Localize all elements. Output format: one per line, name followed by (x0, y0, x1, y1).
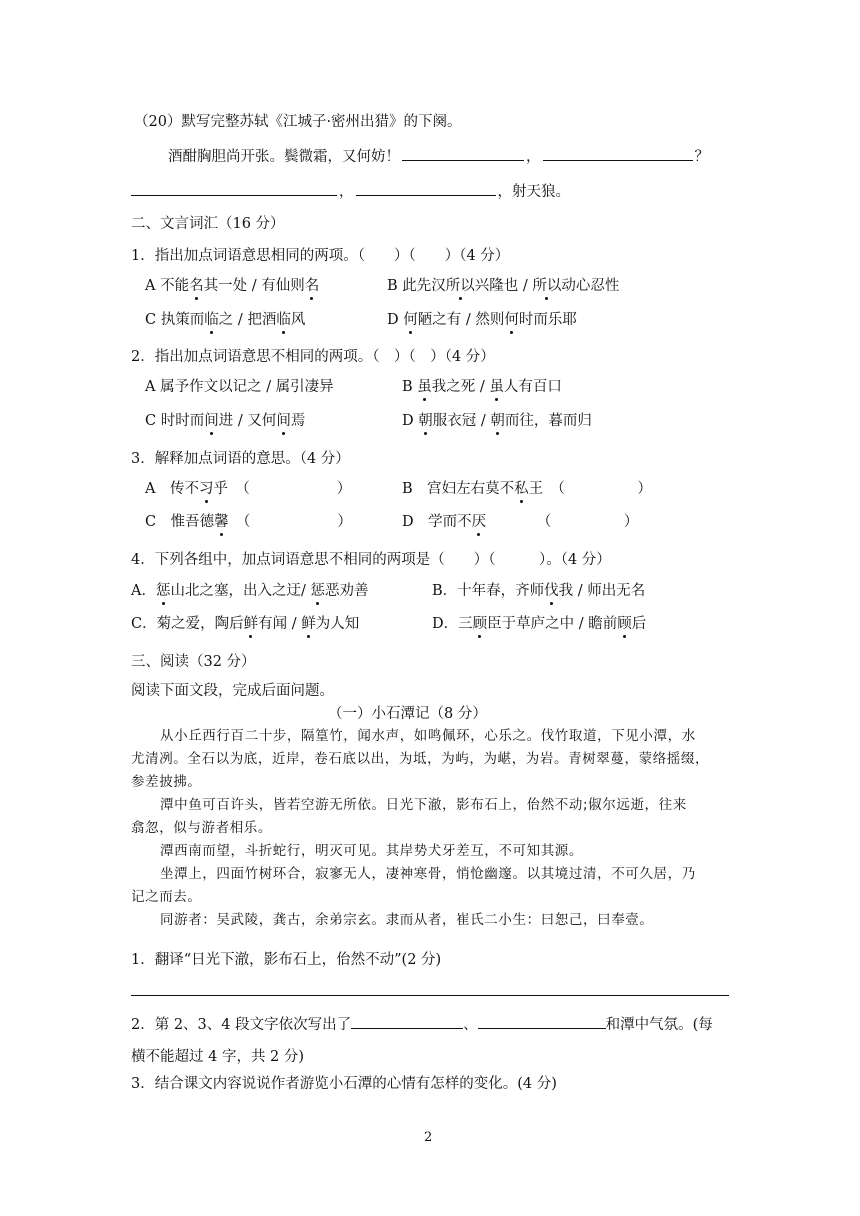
s2-q2-option-b: B 虽我之死 / 虽人有百口 (402, 379, 562, 395)
s2-q4-stem: 4．下列各组中，加点词语意思不相同的两项是（ ）（ ）。（4 分） (131, 552, 611, 568)
passage-line: 参差披拂。 (131, 774, 202, 790)
page-number: 2 (424, 1130, 433, 1145)
s2-q3-stem: 3．解释加点词语的意思。（4 分） (131, 451, 350, 467)
answer-blank[interactable] (543, 146, 693, 161)
passage-line: 从小丘西行百二十步，隔篁竹，闻水声，如鸣佩环，心乐之。伐竹取道，下见小潭，水 (160, 728, 696, 744)
passage-line: 记之而去。 (131, 889, 202, 905)
reading-question-1: 1．翻译“日光下澈，影布石上，佁然不动”(2 分) (131, 952, 442, 968)
s2-q3-item-b: B 宫妇左右莫不私王 （ ） (402, 481, 652, 497)
s2-q2-option-a: A 属予作文以记之 / 属引凄异 (145, 379, 334, 395)
comma: ， (339, 184, 354, 200)
question-mark: ？ (694, 149, 709, 165)
reading-question-2: 2．第 2、3、4 段文字依次写出了 、 和潭中气氛。(每 (131, 1014, 713, 1035)
q20-title: （20）默写完整苏轼《江城子·密州出猎》的下阕。 (134, 114, 462, 130)
s2-q3-item-d: D 学而不厌 （ ） (402, 514, 639, 530)
reading-question-2-cont: 横不能超过 4 字，共 2 分) (131, 1049, 305, 1065)
s2-q1-stem: 1．指出加点词语意思相同的两项。（ ）（ ）（4 分） (131, 248, 510, 264)
s2-q1-option-b: B 此先汉所以兴隆也 / 所以动心忍性 (387, 278, 620, 294)
passage-line: 潭西南而望，斗折蛇行，明灭可见。其岸势犬牙差互，不可知其源。 (160, 843, 583, 859)
s2-q1-option-d: D 何陋之有 / 然则何时而乐耶 (387, 312, 577, 328)
section3-heading: 三、阅读（32 分） (131, 654, 256, 670)
section2-heading: 二、文言词汇（16 分） (131, 216, 285, 232)
passage-line: 翕忽，似与游者相乐。 (131, 820, 272, 836)
q20-line1 (168, 146, 709, 167)
s2-q3-item-c: C 惟吾德馨 （ ） (145, 514, 352, 530)
s2-q4-option-c: C．菊之爱，陶后鲜有闻 / 鲜为人知 (131, 616, 360, 632)
answer-blank[interactable] (131, 181, 337, 196)
s2-q2-option-d: D 朝服衣冠 / 朝而往，暮而归 (402, 413, 592, 429)
passage-line: 坐潭上，四面竹树环合，寂寥无人，凄神寒骨，悄怆幽邃。以其境过清，不可久居，乃 (160, 866, 696, 882)
reading-question-3: 3．结合课文内容说说作者游览小石潭的心情有怎样的变化。(4 分) (131, 1076, 557, 1092)
answer-blank[interactable] (478, 1014, 606, 1029)
passage-line: 尤清冽。全石以为底，近岸，卷石底以出，为坻，为屿，为嵁，为岩。青树翠蔓，蒙络摇缀， (131, 751, 710, 767)
q20-line2 (131, 181, 570, 202)
answer-blank[interactable] (402, 146, 524, 161)
answer-blank[interactable] (356, 181, 496, 196)
q20-line2-end: ，射天狼。 (497, 184, 570, 200)
s2-q3-item-a: A 传不习乎 （ ） (145, 481, 352, 497)
reading-intro: 阅读下面文段，完成后面问题。 (131, 683, 334, 699)
passage-title: （一）小石潭记（8 分） (328, 706, 487, 722)
s2-q2-option-c: C 时时而间进 / 又何间焉 (145, 413, 306, 429)
s2-q4-option-a: A．惩山北之塞，出入之迂/ 惩恶劝善 (131, 583, 369, 599)
passage-line: 潭中鱼可百许头，皆若空游无所依。日光下澈，影布石上，佁然不动;俶尔远逝，往来 (160, 797, 687, 813)
answer-line[interactable] (131, 995, 729, 996)
s2-q1-option-a: A 不能名其一处 / 有仙则名 (145, 278, 320, 294)
s2-q2-stem: 2．指出加点词语意思不相同的两项。（ ）（ ）（4 分） (131, 349, 495, 365)
q20-line1-text: 酒酣胸胆尚开张。鬓微霜，又何妨！ (168, 149, 400, 165)
s2-q4-option-d: D．三顾臣于草庐之中 / 瞻前顾后 (432, 616, 647, 632)
comma: ， (526, 149, 541, 165)
s2-q1-option-c: C 执策而临之 / 把酒临风 (145, 312, 306, 328)
s2-q4-option-b: B．十年春，齐师伐我 / 师出无名 (432, 583, 646, 599)
passage-line: 同游者：吴武陵，龚古，余弟宗玄。隶而从者，崔氏二小生：曰恕己，曰奉壹。 (160, 912, 654, 928)
answer-blank[interactable] (351, 1014, 463, 1029)
